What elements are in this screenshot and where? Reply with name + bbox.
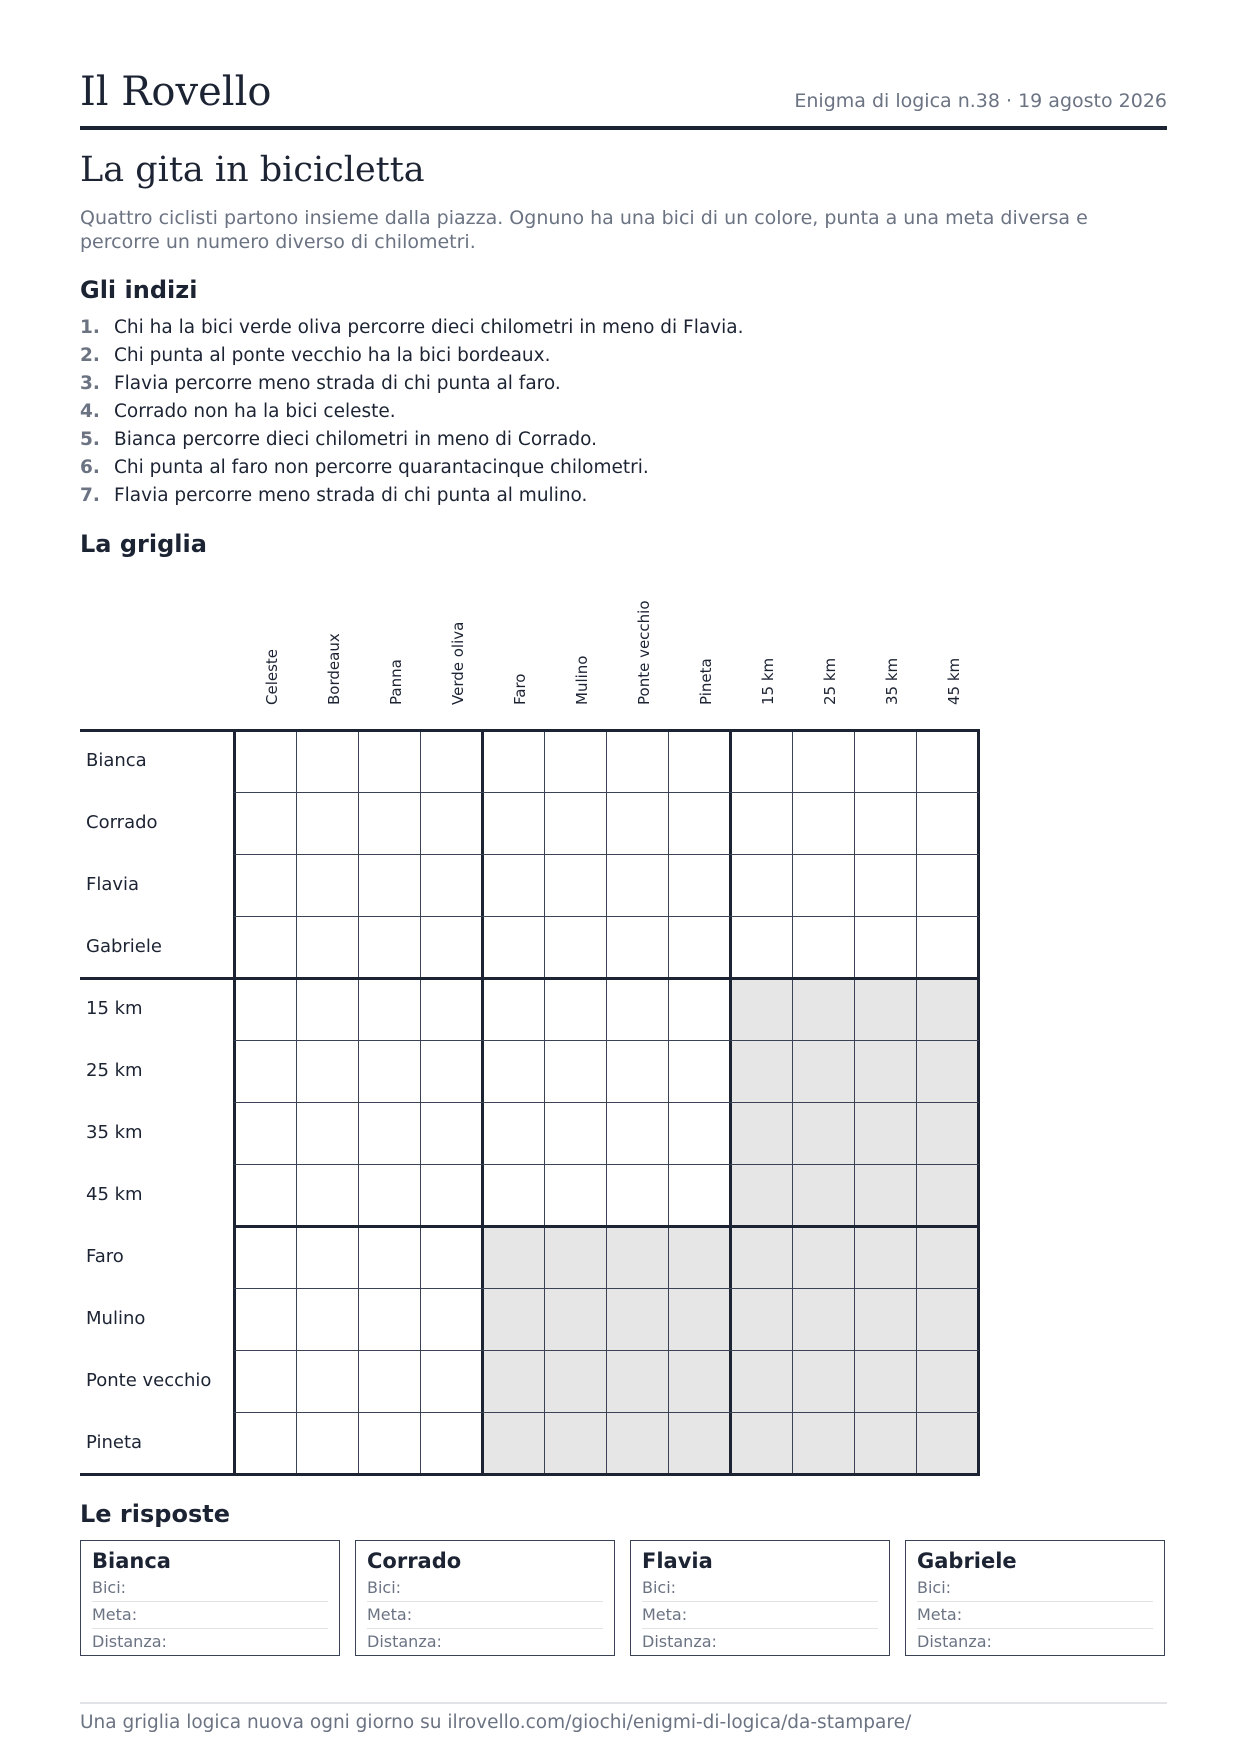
grid-cell[interactable] [668, 854, 730, 916]
grid-cell[interactable] [544, 1102, 606, 1164]
clue-number: 5. [80, 429, 100, 450]
puzzle-intro: Quattro ciclisti partono insieme dalla piazza. Ognuno ha una bici di un colore, punta a una meta diversa e percorre un numero diverso di chilometri. [80, 207, 1088, 253]
clue-item [80, 482, 743, 510]
grid-cell[interactable] [544, 978, 606, 1040]
clue-text: Flavia percorre meno strada di chi punta al mulino. [114, 485, 588, 506]
grid-cell-unused [854, 1288, 916, 1350]
grid-cell[interactable] [296, 1102, 358, 1164]
grid-line [234, 1164, 979, 1165]
clue-number: 1. [80, 317, 100, 338]
column-header-label: Verde oliva [449, 621, 467, 705]
grid-cell[interactable] [234, 1164, 296, 1226]
column-header-pineta [668, 580, 730, 730]
column-header-label: Celeste [263, 648, 281, 705]
clue-text: Corrado non ha la bici celeste. [114, 401, 396, 422]
grid-cell-unused [668, 1412, 730, 1474]
column-header-mulino [544, 580, 606, 730]
grid-cell[interactable] [234, 916, 296, 978]
answers-heading: Le risposte [80, 1500, 230, 1528]
clue-item [80, 398, 743, 426]
grid-cell[interactable] [730, 730, 792, 792]
grid-cell[interactable] [234, 792, 296, 854]
row-header-pineta: Pineta [86, 1432, 143, 1453]
grid-cell-unused [792, 1164, 854, 1226]
grid-cell[interactable] [668, 1040, 730, 1102]
answer-card-gabriele [905, 1540, 1165, 1656]
clue-item [80, 370, 743, 398]
grid-cell-unused [730, 1102, 792, 1164]
grid-cell-unused [916, 1164, 978, 1226]
grid-line [234, 1288, 979, 1289]
clue-number: 2. [80, 345, 100, 366]
answer-card-bianca [80, 1540, 340, 1656]
column-header-35-km [854, 580, 916, 730]
row-header-gabriele: Gabriele [86, 936, 162, 957]
grid-cell-unused [668, 1288, 730, 1350]
grid-cell[interactable] [420, 1102, 482, 1164]
grid-cell-unused [916, 978, 978, 1040]
answer-card-corrado [355, 1540, 615, 1656]
clue-item [80, 426, 743, 454]
grid-cell-unused [792, 1288, 854, 1350]
grid-cell[interactable] [482, 978, 544, 1040]
grid-cell[interactable] [482, 792, 544, 854]
grid-cell-unused [606, 1412, 668, 1474]
grid-cell-unused [482, 1288, 544, 1350]
answer-card-flavia [630, 1540, 890, 1656]
grid-cell-unused [730, 1040, 792, 1102]
grid-cell[interactable] [358, 854, 420, 916]
logic-grid [80, 580, 980, 1480]
row-header-ponte-vecchio: Ponte vecchio [86, 1370, 212, 1391]
grid-cell[interactable] [916, 730, 978, 792]
grid-cell[interactable] [296, 1226, 358, 1288]
grid-line [234, 1412, 979, 1413]
column-header-25-km [792, 580, 854, 730]
grid-cell[interactable] [358, 1226, 420, 1288]
grid-cell[interactable] [234, 730, 296, 792]
grid-cell[interactable] [606, 916, 668, 978]
grid-cell[interactable] [358, 978, 420, 1040]
grid-cell[interactable] [792, 916, 854, 978]
grid-cell-unused [792, 1412, 854, 1474]
grid-cell[interactable] [358, 1350, 420, 1412]
grid-cell[interactable] [234, 978, 296, 1040]
grid-cell-unused [792, 1226, 854, 1288]
column-header-panna [358, 580, 420, 730]
clue-text: Chi ha la bici verde oliva percorre dieci chilometri in meno di Flavia. [114, 317, 744, 338]
clue-item [80, 454, 743, 482]
grid-cell[interactable] [296, 1412, 358, 1474]
grid-line [80, 729, 980, 732]
clue-text: Bianca percorre dieci chilometri in meno di Corrado. [114, 429, 597, 450]
grid-cell-unused [916, 1350, 978, 1412]
grid-cell[interactable] [420, 1288, 482, 1350]
clue-number: 7. [80, 485, 100, 506]
bike-answer-field[interactable]: Bici: [642, 1575, 878, 1602]
grid-cell-unused [916, 1412, 978, 1474]
grid-line [80, 1473, 980, 1476]
grid-cell[interactable] [358, 916, 420, 978]
answer-card-name: Corrado [367, 1549, 462, 1573]
bike-answer-field[interactable]: Bici: [92, 1575, 328, 1602]
row-header-45-km: 45 km [86, 1184, 143, 1205]
grid-cell[interactable] [916, 792, 978, 854]
answer-card-name: Bianca [92, 1549, 171, 1573]
puzzle-edition: Enigma di logica n.38 · 19 agosto 2026 [794, 90, 1167, 112]
grid-cell[interactable] [358, 792, 420, 854]
page-footer: Una griglia logica nuova ogni giorno su ilrovello.com/giochi/enigmi-di-logica/da-stampare/ [80, 1702, 1167, 1733]
grid-heading: La griglia [80, 530, 207, 558]
answer-cards [80, 1540, 1160, 1658]
grid-cell-unused [482, 1412, 544, 1474]
destination-answer-field[interactable]: Meta: [917, 1602, 1153, 1629]
column-header-15-km [730, 580, 792, 730]
grid-cell-unused [854, 1226, 916, 1288]
clue-number: 3. [80, 373, 100, 394]
row-header-25-km: 25 km [86, 1060, 143, 1081]
clue-list [80, 314, 743, 510]
grid-cell[interactable] [482, 1102, 544, 1164]
grid-cell[interactable] [606, 730, 668, 792]
column-header-45-km [916, 580, 978, 730]
row-header-flavia: Flavia [86, 874, 140, 895]
row-header-bianca: Bianca [86, 750, 147, 771]
clue-item [80, 342, 743, 370]
column-header-verde-oliva [420, 580, 482, 730]
grid-cell[interactable] [482, 916, 544, 978]
grid-cell[interactable] [420, 916, 482, 978]
grid-cell[interactable] [730, 854, 792, 916]
grid-cell[interactable] [234, 1102, 296, 1164]
grid-cell[interactable] [606, 1164, 668, 1226]
puzzle-title: La gita in bicicletta [80, 150, 425, 190]
destination-answer-field[interactable]: Meta: [642, 1602, 878, 1629]
grid-cell[interactable] [234, 1350, 296, 1412]
grid-cell-unused [792, 978, 854, 1040]
grid-cell-unused [916, 1288, 978, 1350]
grid-cell-unused [606, 1288, 668, 1350]
grid-cell[interactable] [482, 854, 544, 916]
grid-cell[interactable] [296, 1288, 358, 1350]
row-header-corrado: Corrado [86, 812, 158, 833]
answer-card-name: Gabriele [917, 1549, 1017, 1573]
column-header-label: Mulino [573, 655, 591, 705]
grid-cell-unused [730, 1412, 792, 1474]
destination-answer-field[interactable]: Meta: [367, 1602, 603, 1629]
grid-cell[interactable] [544, 1040, 606, 1102]
grid-cell[interactable] [730, 916, 792, 978]
grid-cell[interactable] [296, 730, 358, 792]
grid-cell[interactable] [854, 854, 916, 916]
grid-cell[interactable] [234, 854, 296, 916]
grid-cell[interactable] [854, 792, 916, 854]
grid-cell[interactable] [420, 1412, 482, 1474]
grid-cell[interactable] [296, 978, 358, 1040]
grid-line [80, 977, 980, 980]
distance-answer-field[interactable]: Distanza: [642, 1632, 717, 1651]
grid-cell[interactable] [606, 854, 668, 916]
grid-line [234, 1102, 979, 1103]
grid-cell[interactable] [916, 854, 978, 916]
grid-cell[interactable] [668, 792, 730, 854]
clue-text: Flavia percorre meno strada di chi punta al faro. [114, 373, 561, 394]
grid-cell[interactable] [544, 854, 606, 916]
grid-cell-unused [916, 1226, 978, 1288]
clue-number: 6. [80, 457, 100, 478]
grid-cell[interactable] [854, 730, 916, 792]
grid-line [234, 854, 979, 855]
grid-cell[interactable] [358, 1412, 420, 1474]
bike-answer-field[interactable]: Bici: [917, 1575, 1153, 1602]
grid-cell[interactable] [854, 916, 916, 978]
grid-cell[interactable] [668, 730, 730, 792]
grid-cell-unused [854, 1040, 916, 1102]
grid-cell-unused [482, 1350, 544, 1412]
row-header-35-km: 35 km [86, 1122, 143, 1143]
grid-cell-unused [854, 1412, 916, 1474]
grid-cell[interactable] [730, 792, 792, 854]
grid-cell[interactable] [606, 1040, 668, 1102]
distance-answer-field[interactable]: Distanza: [367, 1632, 442, 1651]
row-header-mulino: Mulino [86, 1308, 146, 1329]
grid-cell[interactable] [420, 730, 482, 792]
column-header-bordeaux [296, 580, 358, 730]
grid-cell-unused [730, 1288, 792, 1350]
grid-cell[interactable] [234, 1412, 296, 1474]
grid-cell[interactable] [296, 1040, 358, 1102]
grid-cell[interactable] [606, 792, 668, 854]
grid-cell-unused [668, 1226, 730, 1288]
grid-cell[interactable] [358, 730, 420, 792]
grid-line [234, 1040, 979, 1041]
grid-line [234, 1350, 979, 1351]
grid-cell[interactable] [234, 1040, 296, 1102]
column-header-label: Ponte vecchio [635, 600, 653, 705]
grid-cell[interactable] [358, 1040, 420, 1102]
grid-cell[interactable] [792, 854, 854, 916]
grid-cell[interactable] [296, 854, 358, 916]
grid-cell[interactable] [482, 730, 544, 792]
grid-cell[interactable] [544, 730, 606, 792]
bike-answer-field[interactable]: Bici: [367, 1575, 603, 1602]
grid-cell[interactable] [420, 978, 482, 1040]
distance-answer-field[interactable]: Distanza: [92, 1632, 167, 1651]
grid-cell-unused [730, 1164, 792, 1226]
grid-cell-unused [792, 1102, 854, 1164]
grid-cell-unused [606, 1226, 668, 1288]
grid-cell[interactable] [792, 730, 854, 792]
grid-cell[interactable] [668, 1164, 730, 1226]
grid-cell-unused [854, 1102, 916, 1164]
destination-answer-field[interactable]: Meta: [92, 1602, 328, 1629]
grid-cell-unused [606, 1350, 668, 1412]
column-header-label: Pineta [697, 658, 715, 705]
grid-cell-unused [916, 1040, 978, 1102]
grid-cell-unused [730, 1226, 792, 1288]
grid-cell[interactable] [420, 1226, 482, 1288]
grid-cell-unused [854, 1164, 916, 1226]
column-header-label: 15 km [759, 657, 777, 705]
grid-cell[interactable] [420, 1040, 482, 1102]
grid-cell-unused [854, 1350, 916, 1412]
column-header-label: 25 km [821, 657, 839, 705]
row-header-faro: Faro [86, 1246, 124, 1267]
grid-cell-unused [544, 1288, 606, 1350]
grid-line [234, 1225, 979, 1228]
grid-cell[interactable] [606, 978, 668, 1040]
distance-answer-field[interactable]: Distanza: [917, 1632, 992, 1651]
grid-cell-unused [730, 1350, 792, 1412]
grid-cell-unused [668, 1350, 730, 1412]
grid-cell[interactable] [792, 792, 854, 854]
grid-cell[interactable] [296, 1164, 358, 1226]
row-header-15-km: 15 km [86, 998, 143, 1019]
grid-cell[interactable] [296, 792, 358, 854]
answer-card-name: Flavia [642, 1549, 713, 1573]
grid-cell-unused [916, 1102, 978, 1164]
clue-text: Chi punta al ponte vecchio ha la bici bordeaux. [114, 345, 551, 366]
column-header-celeste [234, 580, 296, 730]
grid-cell[interactable] [358, 1102, 420, 1164]
publication-name: Il Rovello [80, 69, 272, 115]
grid-cell[interactable] [234, 1288, 296, 1350]
grid-cell[interactable] [668, 916, 730, 978]
column-header-label: 35 km [883, 657, 901, 705]
grid-cell[interactable] [916, 916, 978, 978]
grid-cell[interactable] [420, 792, 482, 854]
clue-number: 4. [80, 401, 100, 422]
grid-cell-unused [544, 1226, 606, 1288]
grid-line [234, 792, 979, 793]
grid-cell[interactable] [420, 854, 482, 916]
column-header-label: Faro [511, 673, 529, 705]
clue-item [80, 314, 743, 342]
grid-cell-unused [792, 1040, 854, 1102]
column-header-ponte-vecchio [606, 580, 668, 730]
grid-cell-unused [482, 1226, 544, 1288]
clue-text: Chi punta al faro non percorre quarantacinque chilometri. [114, 457, 649, 478]
grid-cell-unused [854, 978, 916, 1040]
grid-cell[interactable] [296, 1350, 358, 1412]
grid-line [234, 916, 979, 917]
grid-cell-unused [544, 1350, 606, 1412]
grid-cell[interactable] [606, 1102, 668, 1164]
grid-cell[interactable] [544, 792, 606, 854]
grid-cell[interactable] [358, 1164, 420, 1226]
page-header [80, 68, 1167, 130]
grid-cell[interactable] [420, 1164, 482, 1226]
column-header-label: Panna [387, 659, 405, 705]
grid-cell[interactable] [544, 916, 606, 978]
grid-cell[interactable] [296, 916, 358, 978]
grid-cell[interactable] [668, 1102, 730, 1164]
grid-cell[interactable] [482, 1040, 544, 1102]
grid-cell-unused [792, 1350, 854, 1412]
column-header-faro [482, 580, 544, 730]
clues-heading: Gli indizi [80, 276, 198, 304]
grid-cell[interactable] [668, 978, 730, 1040]
grid-cell[interactable] [420, 1350, 482, 1412]
grid-cell[interactable] [482, 1164, 544, 1226]
column-header-label: 45 km [945, 657, 963, 705]
grid-cell-unused [544, 1412, 606, 1474]
grid-cell[interactable] [358, 1288, 420, 1350]
grid-cell[interactable] [544, 1164, 606, 1226]
grid-cell[interactable] [234, 1226, 296, 1288]
grid-cell-unused [730, 978, 792, 1040]
column-header-label: Bordeaux [325, 633, 343, 705]
